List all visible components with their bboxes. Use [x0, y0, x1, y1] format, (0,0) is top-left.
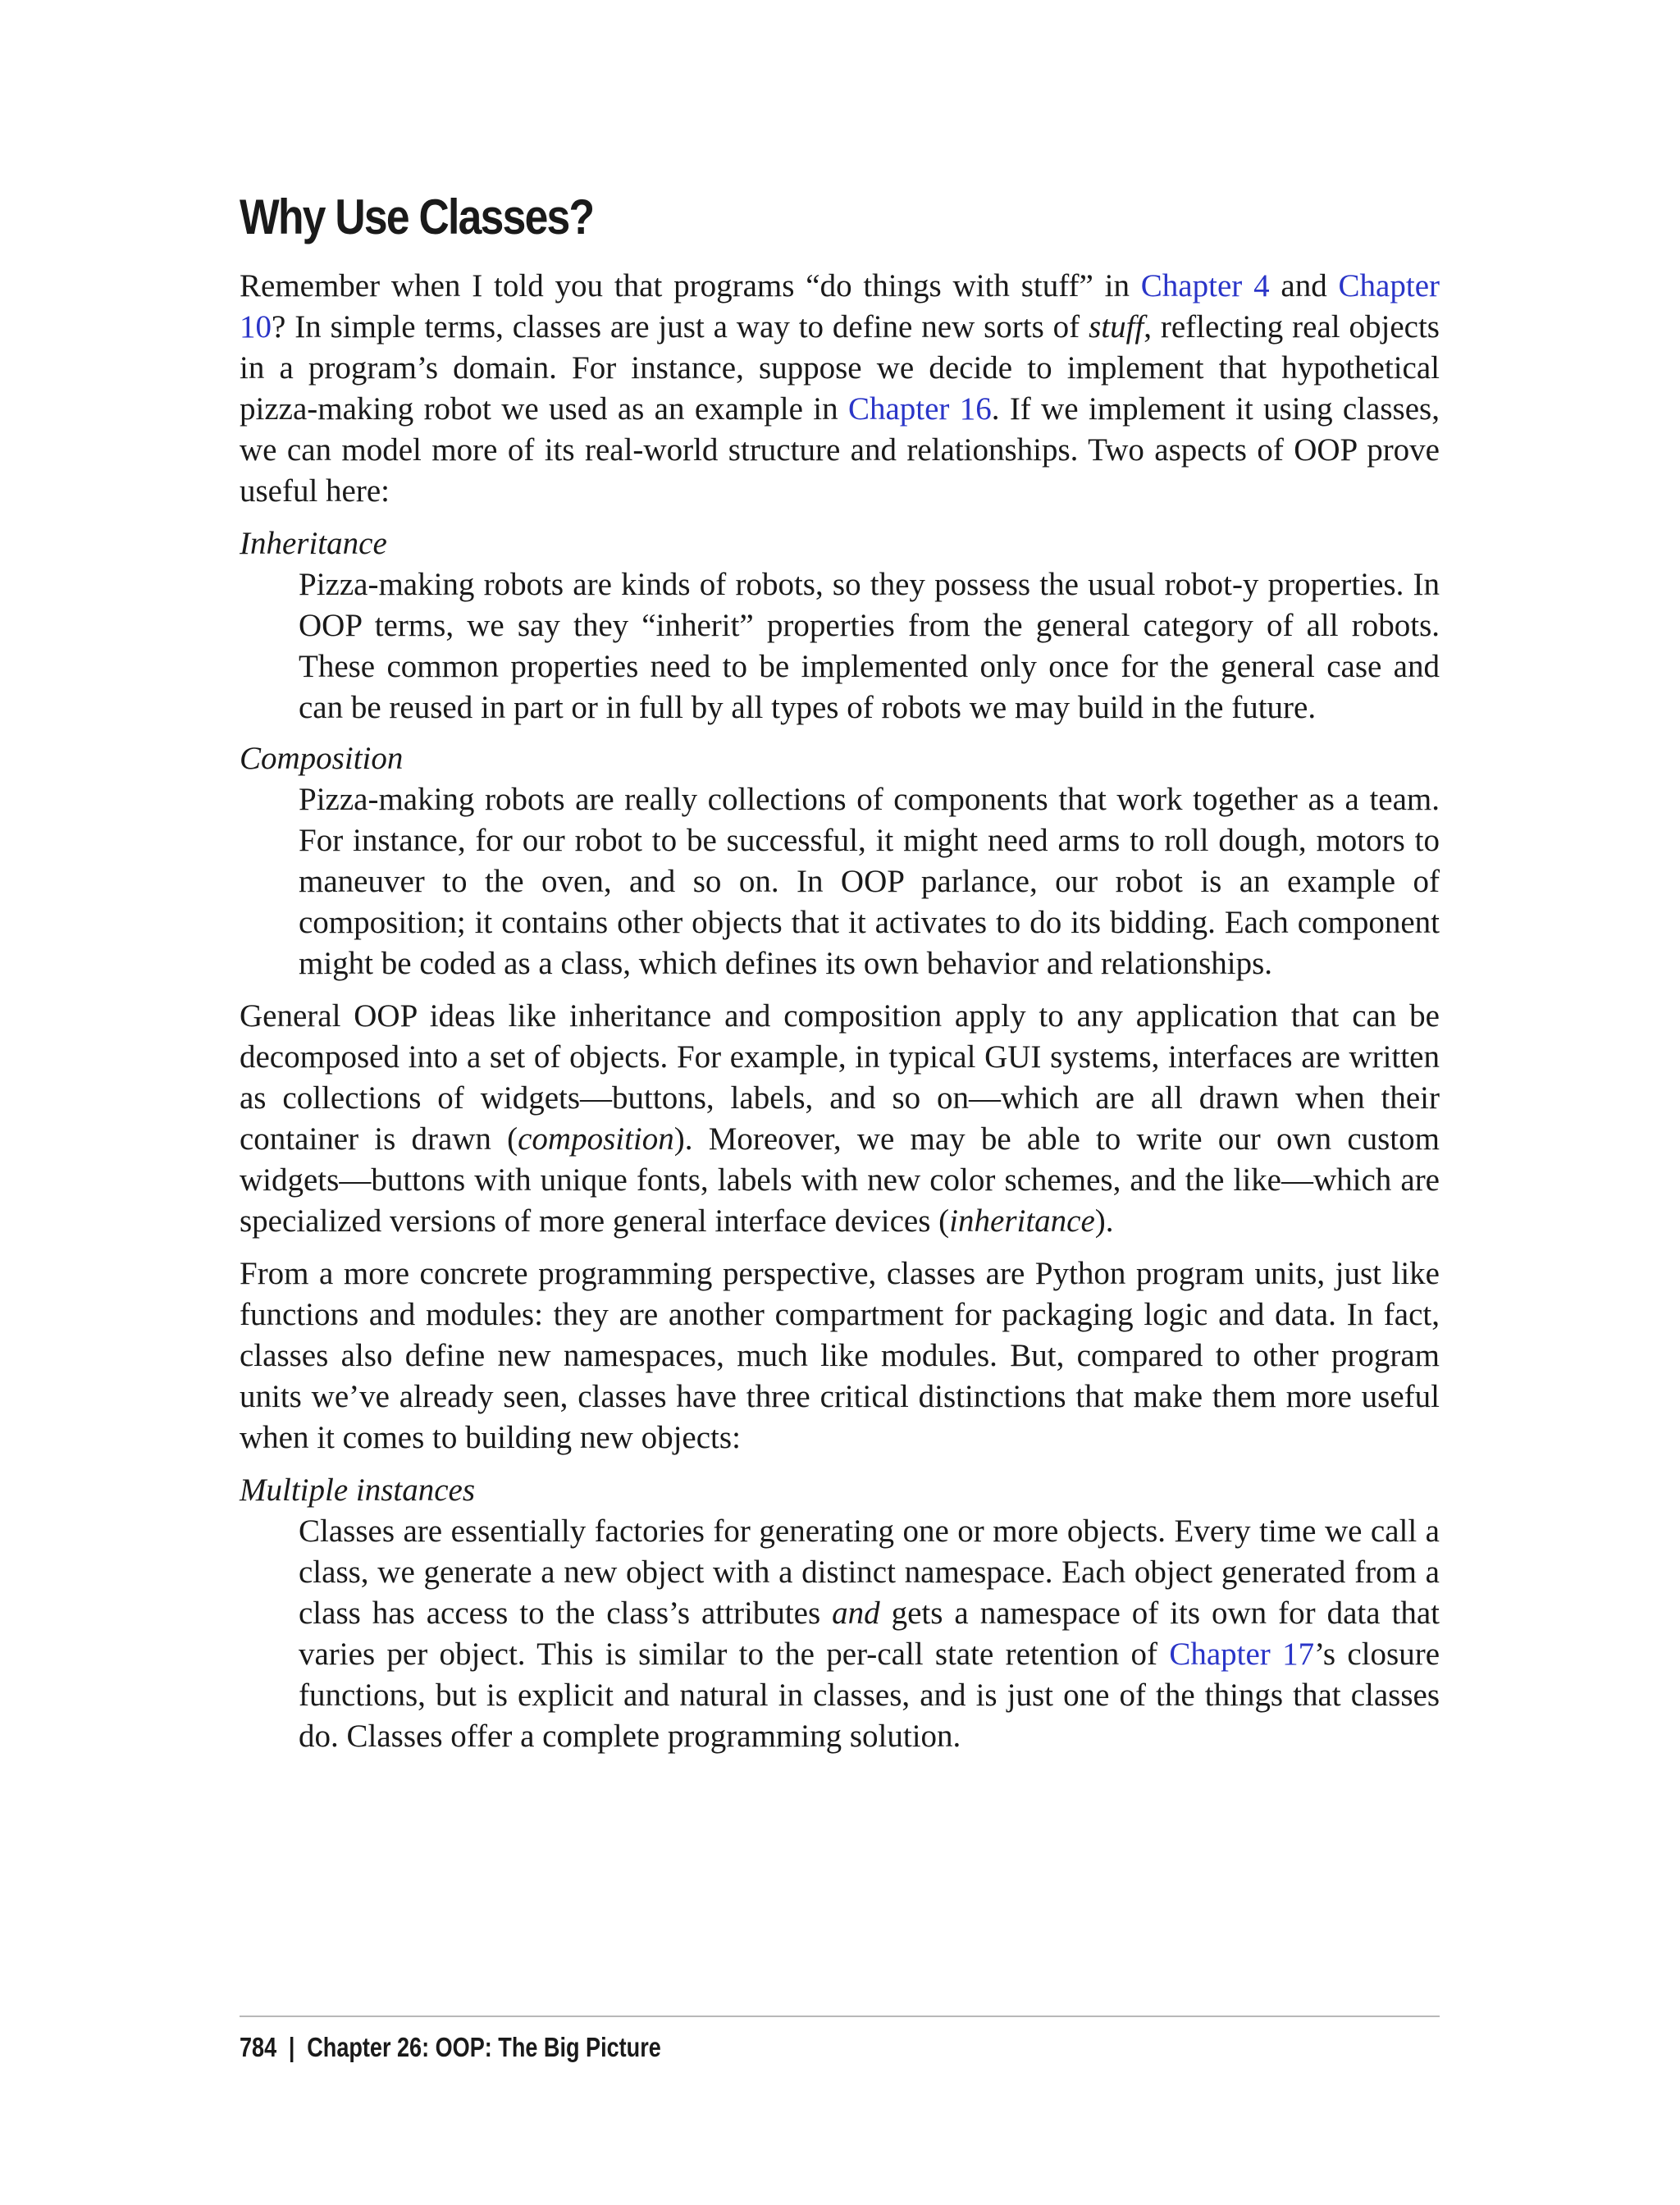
definition-entry-inheritance [240, 523, 1440, 728]
footer-rule [240, 2016, 1440, 2017]
intro-text-1: Remember when I told you that programs “do things with stuff” in [240, 268, 1141, 304]
section-heading: Why Use Classes? [240, 189, 594, 244]
term-inheritance: Inheritance [240, 526, 387, 561]
page-number: 784 [240, 2032, 277, 2062]
definition-entry-composition [240, 738, 1440, 984]
class-distinctions-list [240, 1470, 1440, 1757]
multiple-instances-text-2: gets a namespace of its own for data that varies per object. This is similar to the per-call state retention of [299, 1596, 1440, 1672]
term-multiple-instances: Multiple instances [240, 1472, 476, 1508]
general-text-2: ). Moreover, we may be able to write our own custom widgets—buttons with unique fonts, labels with new color schemes, and the like—which are specialized versions of more general interface devices ( [240, 1121, 1440, 1239]
page-content [240, 180, 1440, 1769]
term-composition: Composition [240, 741, 404, 776]
chapter-4-link[interactable]: Chapter 4 [1140, 268, 1270, 304]
general-emphasis-composition: composition [518, 1121, 674, 1157]
oop-aspects-list [240, 523, 1440, 984]
intro-emphasis-stuff: stuff [1089, 309, 1144, 345]
definition-inheritance: Pizza-making robots are kinds of robots, so they possess the usual robot-y properties. In OOP terms, we say they “inherit” properties from the general category of all robots. These common properties need to be implemented only once for the general case and can be reused in part or in full by all types of robots we may build in the future. [299, 567, 1440, 725]
definition-entry-multiple-instances [240, 1470, 1440, 1757]
chapter-10-link[interactable]: Chapter 10 [240, 268, 1440, 345]
page-footer [240, 2031, 661, 2064]
definition-composition: Pizza-making robots are really collections of components that work together as a team. For instance, for our robot to be successful, it might need arms to roll dough, motors to maneuver to the oven, and so on. In OOP parlance, our robot is an example of composition; it contains other objects that it activates to do its bidding. Each component might be coded as a class, which defines its own behavior and relationships. [299, 782, 1440, 981]
chapter-16-link[interactable]: Chapter 16 [847, 391, 992, 427]
intro-text-2: and [1269, 268, 1339, 304]
general-emphasis-inheritance: inheritance [949, 1203, 1095, 1239]
multiple-instances-emphasis-and: and [832, 1596, 880, 1631]
general-text-3: ). [1094, 1203, 1114, 1239]
intro-text-4: , reflecting real objects in a program’s domain. For instance, suppose we decide to implement that hypothetical pizza-making robot we used as an example in [240, 309, 1440, 427]
intro-text-3: ? In simple terms, classes are just a way to define new sorts of [272, 309, 1089, 345]
multiple-instances-text-3: ’s closure functions, but is explicit and natural in classes, and is just one of the things that classes do. Classes offer a complete programming solution. [299, 1637, 1440, 1754]
general-oop-paragraph [240, 996, 1440, 1242]
definition-multiple-instances [299, 1511, 1440, 1757]
intro-text-5: . If we implement it using classes, we can model more of its real-world structure and relationships. Two aspects of OOP prove useful here: [240, 391, 1440, 509]
footer-chapter-title: Chapter 26: OOP: The Big Picture [307, 2032, 661, 2062]
intro-paragraph [240, 266, 1440, 512]
multiple-instances-text-1: Classes are essentially factories for generating one or more objects. Every time we call a class, we generate a new object with a distinct namespace. Each object generated from a class has access to the class’s attributes [299, 1513, 1440, 1631]
footer-separator: | [288, 2032, 295, 2062]
general-text-1: General OOP ideas like inheritance and composition apply to any application that can be decomposed into a set of objects. For example, in typical GUI systems, interfaces are written as collections of widgets—buttons, labels, and so on—which are all drawn when their container is drawn ( [240, 998, 1440, 1157]
concrete-perspective-paragraph: From a more concrete programming perspective, classes are Python program units, just like functions and modules: they are another compartment for packaging logic and data. In fact, classes also define new namespaces, much like modules. But, compared to other program units we’ve already seen, classes have three critical distinctions that make them more useful when it comes to building new objects: [240, 1256, 1440, 1455]
chapter-17-link[interactable]: Chapter 17 [1169, 1637, 1315, 1672]
